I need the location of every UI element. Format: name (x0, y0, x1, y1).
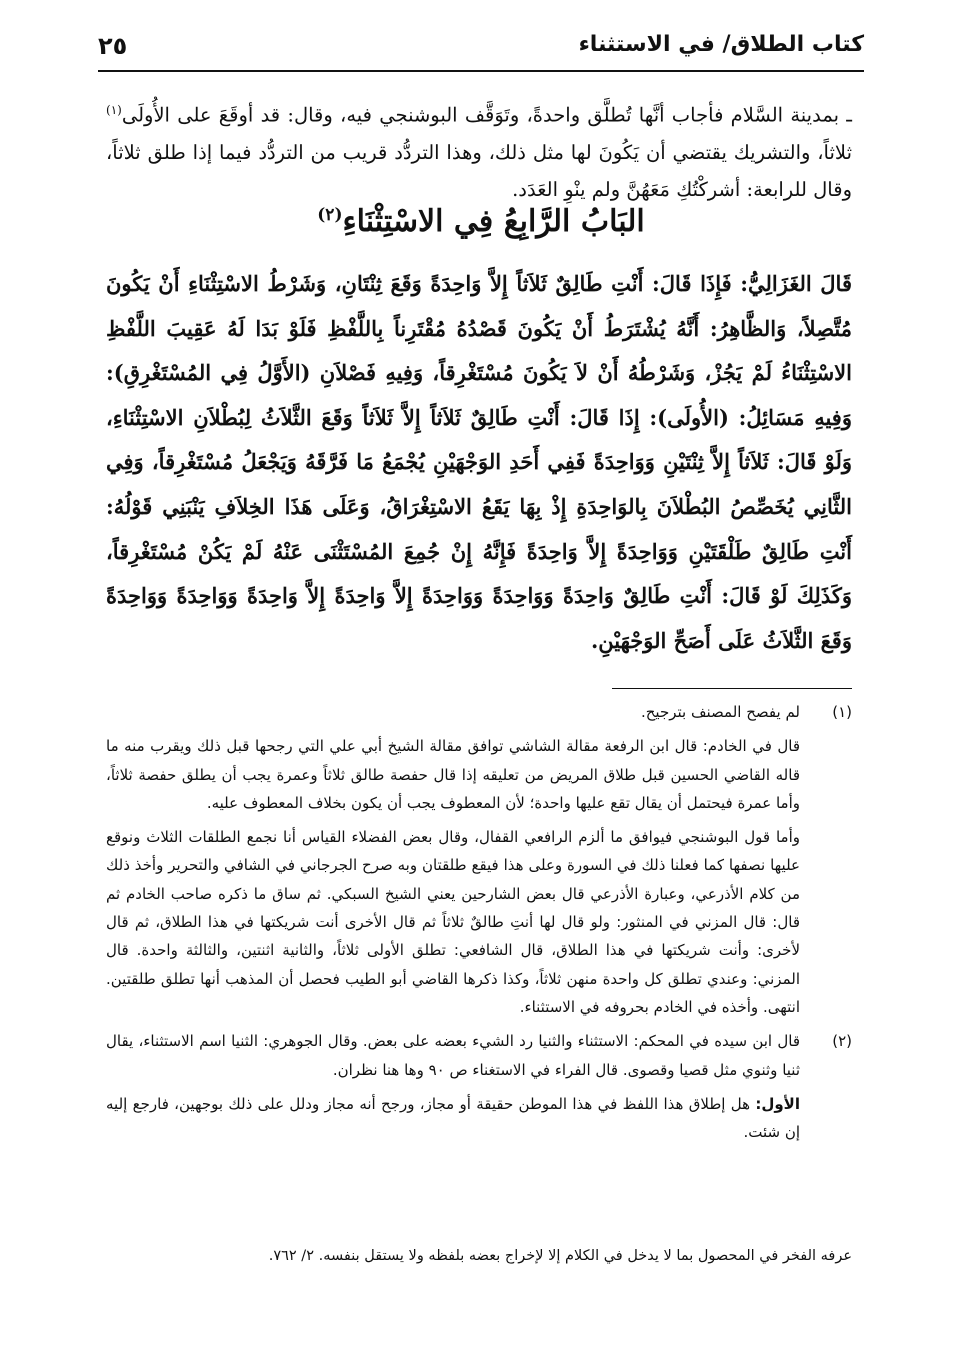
footnote-number: (١) (832, 703, 852, 721)
header-title: كتاب الطلاق/ في الاستثناء (578, 32, 864, 57)
page-number: ٢٥ (98, 32, 128, 60)
chapter-title: البَابُ الرَّابِعُ فِي الاسْتِثْنَاءِ (342, 204, 645, 239)
footnote-2 (106, 1027, 852, 1146)
footnote-paragraph: قال في الخادم: قال ابن الرفعة مقالة الشاشي توافق مقالة الشيخ أبي علي التي رجحها قبل ذلك ويقرب منه ما قاله القاضي الحسين قبل طلاق المريض من تعليقه إذا قال حفصة طالق ثلاثاً وعمرة يجب أن يطلق حفصة ثلاثاً، وأما عمرة فيحتمل أن يقال تقع عليها واحدة؛ لأن المعطوف يجب أن يكون بخلاف المعطوف عليه. (106, 737, 800, 812)
chapter-heading (100, 204, 862, 239)
running-header (98, 28, 864, 68)
footnote-paragraph: وأما قول البوشنجي فيوافق ما ألزم الرافعي القفال، وقال بعض الفضلاء القياس أنا نجمع الطلقات الثلاث ونوقع عليها نصفها كما فعلنا ذلك في السورة وعلى هذا فيقع طلقتان وبه صرح الجرجاني في الشافي والتحرير وأخذ ذلك من كلام الأذرعي، وعبارة الأذرعي قال بعض الشارحين يعني الشيخ السبكي. ثم ساق ما ذكره صاحب الخادم ثم قال: قال المزني في المنثور: ولو قال لها أنتِ طالقٌ ثلاثاً ثم قال الأخرى أنت شريكتها في هذا الطلاق، ثم قال لأخرى: وأنت شريكتها في هذا الطلاق، قال الشافعي: تطلق الأولى ثلاثاً، والثانية اثنتين، والثالثة واحدة. قال المزني: وعندي تطلق كل واحدة منهن ثلاثاً، وكذا ذكرها القاضي أبو الطيب فحصل أن المذهب أنها تطلق طلقتين. انتهى. وأخذه في الخادم بحروفه في الاستثناء. (106, 828, 800, 1016)
footnote-ref-2: (٢) (317, 205, 343, 225)
footnote-1 (106, 698, 852, 1021)
top-paragraph-text-2: ثلاثاً، والتشريك يقتضي أن يَكُونَ لها مثل ذلك، وهذا التردُّد قريب من التردُّد فيما إذا طلق ثلاثاً، وقال للرابعة: أشركْتُكِ مَعَهُنَّ ولم ينْوِ العَدَد. (106, 140, 852, 201)
main-paragraph: قَالَ الغَزَالِيُّ: فَإِذَا قَالَ: أَنْتِ طَالِقٌ ثَلاَثاً إِلاَّ وَاحِدَةً وَقَعَ ثِنْتَانِ، وَشَرْطُ الاسْتِثْنَاءِ أَنْ يَكُونَ مُتَّصِلاً، وَالظَّاهِرُ: أَنَّهُ يُشْتَرَطُ أَنْ يَكُونَ قَصْدُهُ مُقْتَرِناً بِاللَّفْظِ فَلَوْ بَدَا لَهُ عَقِيبَ اللَّفْظِ الاسْتِثْنَاءُ لَمْ يَجُزْ، وَشَرْطُهُ أَنْ لاَ يَكُونَ مُسْتَغْرِقاً، وَفِيهِ فَصْلاَنِ (الأَوَّلُ فِي المُسْتَغْرِقِ): وَفِيهِ مَسَائِلُ: (الأُولَى): إِذَا قَالَ: أَنْتِ طَالِقٌ ثَلاَثاً إِلاَّ ثَلاَثاً وَقَعَ الثَّلاَثُ لِبُطْلاَنِ الاسْتِثْنَاءِ، وَلَوْ قَالَ: ثَلاَثاً إِلاَّ ثِنْتَيْنِ وَوَاحِدَةً فَفِي أَحَدِ الوَجْهَيْنِ يُجْمَعُ مَا فَرَّقَهُ وَيَجْعَلُ مُسْتَغْرِقاً، وَفِي الثَّانِي يُخَصِّصُ البُطْلاَنَ بِالوَاحِدَةِ إِذْ بِهَا يَقَعُ الاسْتِغْرَاقُ، وَعَلَى هَذَا الخِلاَفِ يَنْبَنِي قَوْلُهُ: أَنْتِ طَالِقٌ طَلْقَتَيْنِ وَوَاحِدَةً إِلاَّ وَاحِدَةً فَإِنَّهُ إِنْ جُمِعَ المُسْتَثْنَى عَنْهُ لَمْ يَكُنْ مُسْتَغْرِقاً، وَكَذَلِكَ لَوْ قَالَ: أَنْتِ طَالِقٌ وَاحِدَةً وَوَاحِدَةً وَوَاحِدَةً إِلاَّ وَاحِدَةً إِلاَّ وَاحِدَةً وَوَاحِدَةً وَوَاحِدَةً وَقَعَ الثَّلاَثُ عَلَى أَصَحِّ الوَجْهَيْنِ. (106, 271, 852, 653)
footnote-bold-lead: الأول: (755, 1094, 800, 1113)
footnote-paragraph: قال ابن سيده في المحكم: الاستثناء والثنيا رد الشيء بعضه على بعض. وقال الجوهري: الثنيا اسم الاستثناء، يقال ثنيا وثنوي مثل قصيا وقصوى. قال الفراء في الاستغناء ص ٩٠ وها هنا نظران. (106, 1032, 800, 1079)
footnote-paragraph (106, 1090, 800, 1147)
footnote-number: (٢) (832, 1032, 852, 1051)
footnote-ref-1: (١) (106, 103, 122, 117)
footnotes (106, 698, 852, 1152)
closing-line: عرفه الفخر في المحصول بما لا يدخل في الكلام إلا لإخراج بعضه بلفظه ولا يستقل بنفسه. ٢/ ٧٦٢. (268, 1248, 852, 1264)
header-rule (98, 70, 864, 72)
footnote-paragraph: لم يفصح المصنف بترجيح. (640, 703, 800, 721)
footnote-lead-text: هل إطلاق هذا اللفظ في هذا الموطن حقيقة أو مجاز، ورجح أنه مجاز ودلل على ذلك بوجهين، فارجع إليه إن شئت. (106, 1094, 800, 1142)
top-paragraph (106, 92, 852, 208)
footnote-separator (612, 688, 852, 689)
top-paragraph-text-1: ـ بمدينة السَّلام فأجاب أنَّها تُطلَّق واحدةً، وتَوَقَّف البوشنجي فيه، وقال: قد أوقَعَ على الأُولَى (121, 103, 852, 127)
